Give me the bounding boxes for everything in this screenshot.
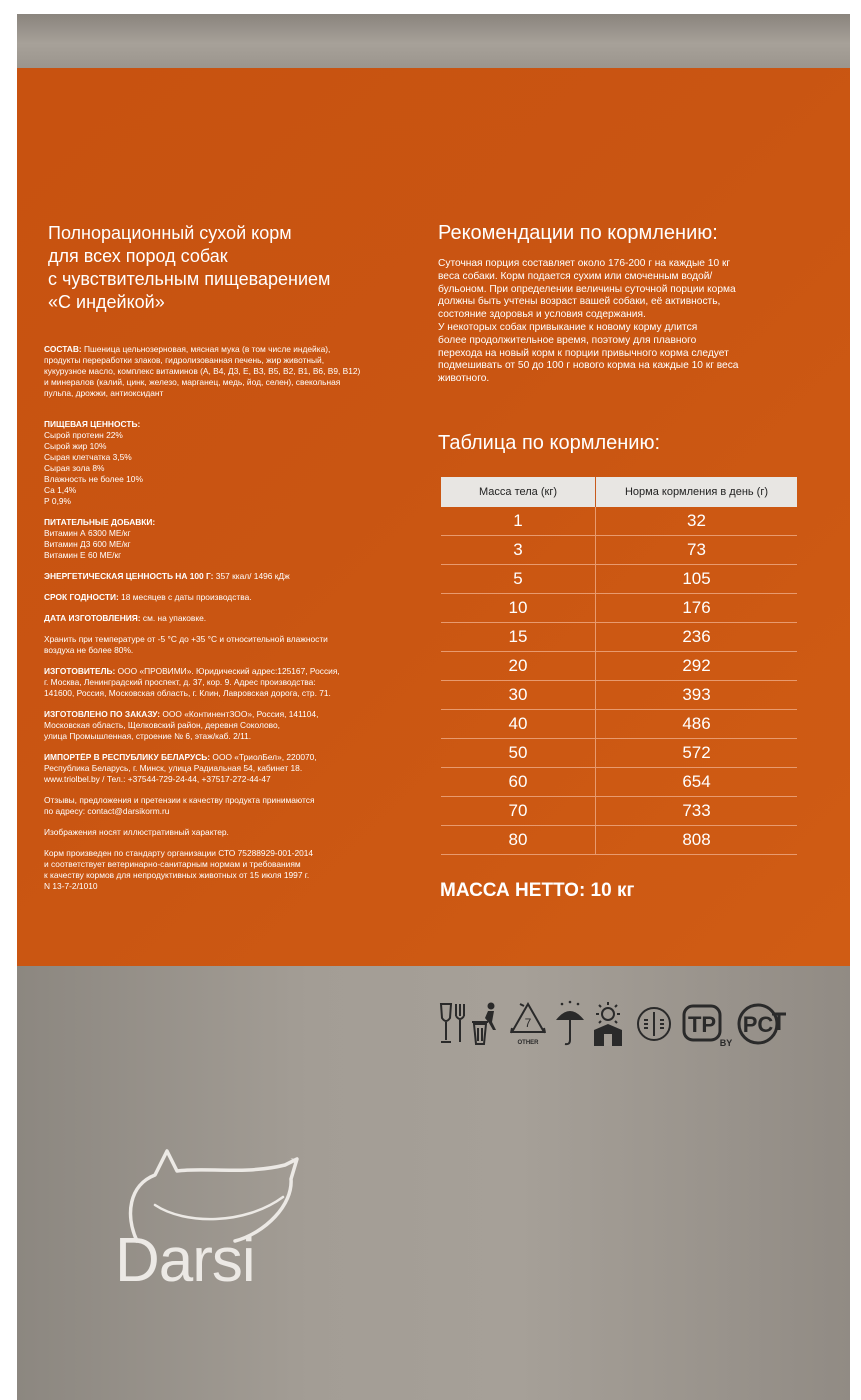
daily-norm-cell: 572 — [596, 739, 798, 768]
ordered-by-line: улица Промышленная, строение № 6, этаж/каб. 2/11. — [44, 731, 252, 741]
manufacturer-line: 141600, Россия, Московская область, г. Клин, Лавровская дорога, стр. 71. — [44, 688, 331, 698]
standard — [44, 848, 398, 892]
recommendations-line: более продолжительное время, поэтому для плавного — [438, 334, 697, 346]
recycle-icon — [508, 1000, 548, 1056]
table-row — [441, 623, 797, 652]
importer-label: ИМПОРТЁР В РЕСПУБЛИКУ БЕЛАРУСЬ: — [44, 752, 211, 762]
ordered-by — [44, 709, 398, 742]
recycle-number: 7 — [524, 1016, 532, 1030]
trademark-mark: ™ — [290, 1157, 298, 1166]
product-info — [44, 334, 398, 892]
table-row — [441, 594, 797, 623]
energy — [44, 571, 398, 582]
recommendations-line: бульоном. При определении величины суточной порции корма — [438, 283, 736, 295]
recommendations-line: перехода на новый корм к порции привычного корма следует — [438, 347, 729, 359]
brand-logo — [115, 1145, 315, 1315]
body-mass-cell: 3 — [441, 536, 596, 565]
daily-norm-cell: 733 — [596, 797, 798, 826]
daily-norm-cell: 393 — [596, 681, 798, 710]
nutrition-item: Са 1,4% — [44, 485, 77, 495]
keep-dry-icon — [554, 1000, 586, 1050]
manufacturer — [44, 666, 398, 699]
header-body-mass: Масса тела (кг) — [441, 477, 596, 507]
importer-line: Республика Беларусь, г. Минск, улица Радиальная 54, кабинет 18. — [44, 763, 303, 773]
nutrition — [44, 419, 398, 507]
composition-line: Пшеница цельнозерновая, мясная мука (в том числе индейка), — [81, 344, 331, 354]
package-top-seal — [17, 14, 850, 68]
composition-label: СОСТАВ: — [44, 344, 82, 354]
standard-line: N 13-7-2/1010 — [44, 881, 98, 891]
body-mass-cell: 70 — [441, 797, 596, 826]
tr-mark-sub: BY — [719, 1038, 732, 1048]
importer — [44, 752, 398, 785]
table-row — [441, 797, 797, 826]
additive-item: Витамин Д3 600 МЕ/кг — [44, 539, 131, 549]
storage — [44, 634, 398, 656]
storage-line: Хранить при температуре от -5 °С до +35 °С и относительной влажности — [44, 634, 328, 644]
product-title-line: с чувствительным пищеварением — [48, 269, 331, 289]
recommendations-line: Суточная порция составляет около 176-200 г на каждые 10 кг — [438, 258, 731, 269]
nutrition-item: Влажность не более 10% — [44, 474, 143, 484]
body-mass-cell: 20 — [441, 652, 596, 681]
table-row — [441, 681, 797, 710]
body-mass-cell: 5 — [441, 565, 596, 594]
recommendations-line: У некоторых собак привыкание к новому корму длится — [438, 321, 698, 333]
table-row — [441, 507, 797, 536]
ordered-by-line: Московская область, Щелковский район, деревня Соколово, — [44, 720, 280, 730]
table-row — [441, 826, 797, 855]
daily-norm-cell: 808 — [596, 826, 798, 855]
composition-line: и минералов (калий, цинк, железо, марганец, медь, йод, селен), свекольная — [44, 377, 341, 387]
product-title-line: для всех пород собак — [48, 246, 228, 266]
feeding-table-header-row — [441, 477, 797, 507]
table-row — [441, 739, 797, 768]
feedback-line: по адресу: contact@darsikorm.ru — [44, 806, 170, 816]
recommendations-line: животного. — [438, 373, 490, 385]
feeding-table-title: Таблица по кормлению: — [438, 432, 661, 454]
product-title — [48, 222, 408, 314]
manufacturer-label: ИЗГОТОВИТЕЛЬ: — [44, 666, 116, 676]
header-daily-norm: Норма кормления в день (г) — [596, 477, 798, 507]
importer-line: ООО «ТриолБел», 220070, — [210, 752, 317, 762]
product-title-line: Полнорационный сухой корм — [48, 223, 292, 243]
manufacture-date-value: см. на упаковке. — [140, 613, 207, 623]
daily-norm-cell: 176 — [596, 594, 798, 623]
body-mass-cell: 60 — [441, 768, 596, 797]
ordered-by-line: ООО «КонтинентЗОО», Россия, 141104, — [160, 709, 319, 719]
tr-mark-text: TP — [687, 1012, 717, 1037]
eac-tr-mark-icon — [682, 1000, 732, 1050]
pct-mark-text: PC — [742, 1012, 774, 1037]
body-mass-cell: 50 — [441, 739, 596, 768]
additive-item: Витамин Е 60 МЕ/кг — [44, 550, 122, 560]
recommendations-text — [438, 258, 818, 386]
nutrition-item: Сырая зола 8% — [44, 463, 105, 473]
feedback — [44, 795, 398, 817]
handle-with-care-icon — [634, 1000, 674, 1050]
recommendations-line: веса собаки. Корм подается сухим или смоченным водой/ — [438, 270, 713, 282]
manufacture-date-label: ДАТА ИЗГОТОВЛЕНИЯ: — [44, 613, 141, 623]
composition-line: пульпа, дрожжи, антиоксидант — [44, 388, 164, 398]
additives-label: ПИТАТЕЛЬНЫЕ ДОБАВКИ: — [44, 517, 156, 527]
recommendations-line: подмешивать от 50 до 100 г нового корма на каждые 10 кг веса — [438, 360, 739, 372]
table-row — [441, 768, 797, 797]
product-title-line: «С индейкой» — [48, 292, 165, 312]
recycle-label: OTHER — [517, 1040, 539, 1046]
additives — [44, 517, 398, 561]
table-row — [441, 710, 797, 739]
body-mass-cell: 30 — [441, 681, 596, 710]
standard-line: к качеству кормов для непродуктивных животных от 15 июля 1997 г. — [44, 870, 310, 880]
shelf-life-label: СРОК ГОДНОСТИ: — [44, 592, 119, 602]
feeding-table — [441, 477, 797, 855]
nutrition-item: Р 0,9% — [44, 496, 72, 506]
composition-line: продукты переработки злаков, гидролизованная печень, жир животный, — [44, 355, 325, 365]
body-mass-cell: 80 — [441, 826, 596, 855]
nutrition-label: ПИЩЕВАЯ ЦЕННОСТЬ: — [44, 419, 141, 429]
standard-line: и соответствует ветеринарно-санитарным нормам и требованиям — [44, 859, 301, 869]
body-mass-cell: 15 — [441, 623, 596, 652]
manufacturer-line: ООО «ПРОВИМИ». Юридический адрес:125167, Россия, — [115, 666, 340, 676]
packaging-icons — [438, 1000, 828, 1056]
nutrition-item: Сырая клетчатка 3,5% — [44, 452, 132, 462]
energy-label: ЭНЕРГЕТИЧЕСКАЯ ЦЕННОСТЬ НА 100 Г: — [44, 571, 214, 581]
disclaimer — [44, 827, 398, 838]
shelf-life-value: 18 месяцев с даты производства. — [118, 592, 252, 602]
daily-norm-cell: 236 — [596, 623, 798, 652]
nutrition-item: Сырой жир 10% — [44, 441, 107, 451]
table-row — [441, 652, 797, 681]
table-row — [441, 536, 797, 565]
net-mass: МАССА НЕТТО: 10 кг — [440, 880, 635, 901]
manufacture-date — [44, 613, 398, 624]
recommendations-line: состояние здоровья и условия содержания. — [438, 309, 646, 321]
brand-wordmark: Darsi — [115, 1226, 255, 1295]
disclaimer-text: Изображения носят иллюстративный характер. — [44, 827, 229, 837]
body-mass-cell: 40 — [441, 710, 596, 739]
storage-line: воздуха не более 80%. — [44, 645, 134, 655]
body-mass-cell: 10 — [441, 594, 596, 623]
composition-line: кукурузное масло, комплекс витаминов (А, В4, Д3, Е, В3, В5, В2, В1, В6, В9, В12) — [44, 366, 361, 376]
manufacturer-line: г. Москва, Ленинградский проспект, д. 37, кор. 9. Адрес производства: — [44, 677, 316, 687]
pct-mark-icon — [736, 1000, 788, 1050]
body-mass-cell: 1 — [441, 507, 596, 536]
shelf-life — [44, 592, 398, 603]
energy-value: 357 ккал/ 1496 кДж — [213, 571, 290, 581]
ordered-by-label: ИЗГОТОВЛЕНО ПО ЗАКАЗУ: — [44, 709, 161, 719]
recommendations-line: должны быть учтены возраст вашей собаки, её активность, — [438, 296, 721, 308]
food-safe-icon — [438, 1000, 468, 1050]
keep-away-sun-icon — [590, 1000, 626, 1050]
daily-norm-cell: 73 — [596, 536, 798, 565]
additive-item: Витамин А 6300 МЕ/кг — [44, 528, 131, 538]
daily-norm-cell: 32 — [596, 507, 798, 536]
daily-norm-cell: 486 — [596, 710, 798, 739]
daily-norm-cell: 292 — [596, 652, 798, 681]
standard-line: Корм произведен по стандарту организации СТО 75288929-001-2014 — [44, 848, 314, 858]
dispose-bin-icon — [470, 1000, 502, 1050]
recommendations-title: Рекомендации по кормлению: — [438, 222, 718, 244]
table-row — [441, 565, 797, 594]
daily-norm-cell: 105 — [596, 565, 798, 594]
daily-norm-cell: 654 — [596, 768, 798, 797]
feedback-line: Отзывы, предложения и претензии к качеству продукта принимаются — [44, 795, 315, 805]
importer-line: www.triolbel.by / Тел.: +37544-729-24-44, +37517-272-44-47 — [44, 774, 271, 784]
nutrition-item: Сырой протеин 22% — [44, 430, 123, 440]
